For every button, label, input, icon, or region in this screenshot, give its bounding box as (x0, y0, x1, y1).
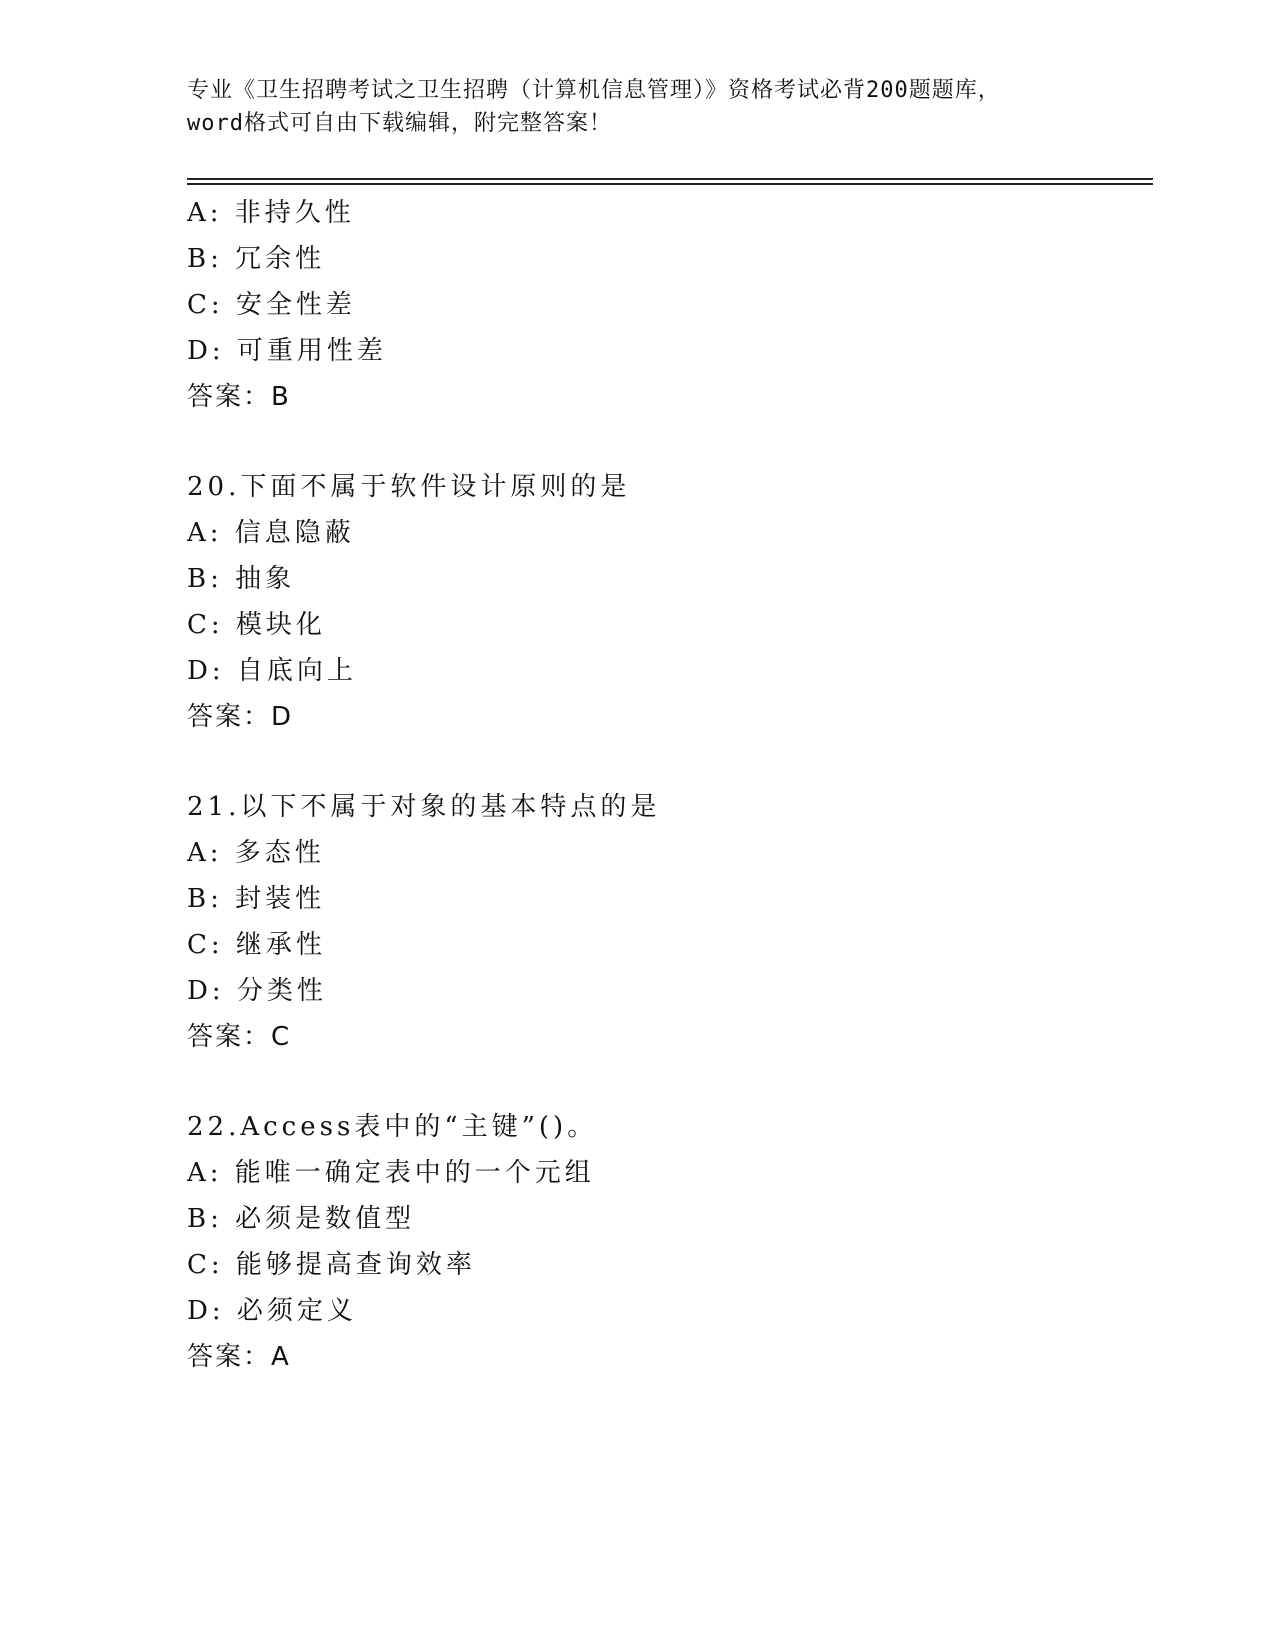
header-divider-top (187, 178, 1153, 180)
question-list (187, 190, 1147, 1380)
option-d: D: 分类性 (187, 976, 327, 1006)
question-block (187, 190, 1147, 420)
option-a: A: 多态性 (187, 838, 325, 868)
answer-line: 答案：C (187, 1022, 292, 1052)
question-text: 20.下面不属于软件设计原则的是 (187, 472, 631, 502)
answer-line: 答案：D (187, 702, 294, 732)
option-b: B: 必须是数值型 (187, 1204, 416, 1234)
question-text: 21.以下不属于对象的基本特点的是 (187, 792, 661, 822)
answer-line: 答案：B (187, 382, 291, 412)
question-block (187, 464, 1147, 740)
option-c: C: 模块化 (187, 610, 326, 640)
block-spacer (187, 1060, 1147, 1104)
option-d: D: 自底向上 (187, 656, 357, 686)
option-a: A: 非持久性 (187, 198, 355, 228)
option-a: A: 能唯一确定表中的一个元组 (187, 1158, 595, 1188)
option-d: D: 可重用性差 (187, 336, 387, 366)
option-b: B: 抽象 (187, 564, 296, 594)
block-spacer (187, 740, 1147, 784)
header-divider-bottom (187, 183, 1153, 185)
option-d: D: 必须定义 (187, 1296, 357, 1326)
option-c: C: 安全性差 (187, 290, 356, 320)
option-a: A: 信息隐蔽 (187, 518, 355, 548)
option-c: C: 能够提高查询效率 (187, 1250, 476, 1280)
header-line-1: 专业《卫生招聘考试之卫生招聘（计算机信息管理）》资格考试必背200题题库， (187, 78, 1001, 103)
option-b: B: 封装性 (187, 884, 326, 914)
document-header (187, 74, 1087, 140)
option-b: B: 冗余性 (187, 244, 326, 274)
question-block (187, 784, 1147, 1060)
block-spacer (187, 420, 1147, 464)
header-line-2: word格式可自由下载编辑，附完整答案！ (187, 111, 612, 136)
question-text: 22.Access表中的“主键”()。 (187, 1112, 598, 1142)
answer-line: 答案：A (187, 1342, 291, 1372)
option-c: C: 继承性 (187, 930, 326, 960)
question-block (187, 1104, 1147, 1380)
